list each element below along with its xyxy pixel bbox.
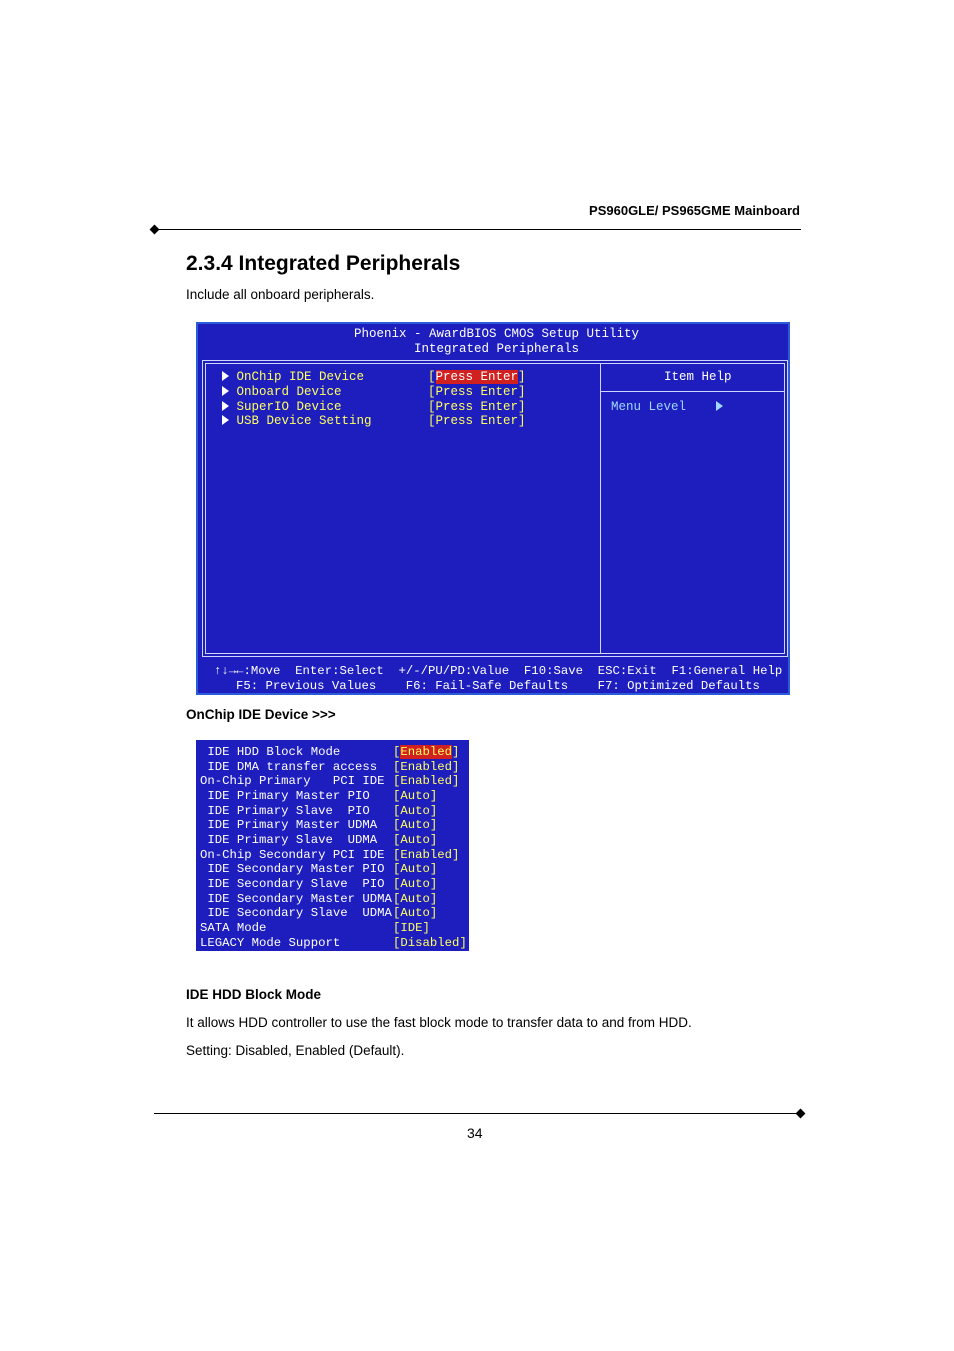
footer-rule xyxy=(154,1113,799,1114)
bios-footer-line2: F5: Previous Values F6: Fail-Safe Defaults F7: Optimized Defaults xyxy=(236,679,760,693)
bios-sub-label[interactable]: IDE HDD Block Mode xyxy=(200,745,341,759)
bios-sub-label[interactable]: SATA Mode xyxy=(200,921,267,935)
hdd-block-description: It allows HDD controller to use the fast block mode to transfer data to and from HDD. xyxy=(186,1015,692,1030)
bios-footer-line1: ↑↓→←:Move Enter:Select +/-/PU/PD:Value F10:Save ESC:Exit F1:General Help xyxy=(214,664,783,678)
menu-level-arrow-icon xyxy=(716,401,723,411)
section-title: 2.3.4 Integrated Peripherals xyxy=(186,252,461,275)
bios-sub-label[interactable]: On-Chip Secondary PCI IDE xyxy=(200,848,385,862)
bios-sub-value[interactable]: [Enabled] xyxy=(393,745,460,759)
submenu-arrow-icon xyxy=(222,371,229,381)
bios-value-superio-device[interactable]: [Press Enter] xyxy=(428,400,526,414)
bios-sub-value[interactable]: [Auto] xyxy=(393,906,438,920)
bios-sub-label[interactable]: IDE Primary Master UDMA xyxy=(200,818,378,832)
bios-sub-value[interactable]: [Auto] xyxy=(393,892,438,906)
bios-item-superio-device[interactable]: SuperIO Device xyxy=(222,400,342,414)
hdd-block-setting: Setting: Disabled, Enabled (Default). xyxy=(186,1043,405,1058)
bios-value-onchip-ide[interactable]: [Press Enter] xyxy=(428,370,526,384)
bios-title-line2: Integrated Peripherals xyxy=(414,342,580,356)
section-intro: Include all onboard peripherals. xyxy=(186,287,375,302)
submenu-arrow-icon xyxy=(222,386,229,396)
bios-sub-value[interactable]: [Enabled] xyxy=(393,760,460,774)
header-rule xyxy=(156,229,801,230)
bios-sub-value[interactable]: [IDE] xyxy=(393,921,430,935)
bios-sub-label[interactable]: IDE Secondary Slave PIO xyxy=(200,877,385,891)
bios-sub-label[interactable]: IDE Secondary Master UDMA xyxy=(200,892,392,906)
page-number: 34 xyxy=(467,1125,483,1141)
bios-sub-value[interactable]: [Auto] xyxy=(393,804,438,818)
bios-sub-value[interactable]: [Auto] xyxy=(393,818,438,832)
bios-onchip-ide-screen xyxy=(196,740,469,951)
bios-sub-value[interactable]: [Auto] xyxy=(393,789,438,803)
manual-header-title: PS960GLE/ PS965GME Mainboard xyxy=(589,203,800,218)
bios-title-line1: Phoenix - AwardBIOS CMOS Setup Utility xyxy=(354,327,640,341)
bios-sub-label[interactable]: IDE Primary Master PIO xyxy=(200,789,370,803)
bios-sub-value[interactable]: [Enabled] xyxy=(393,848,460,862)
bios-sub-label[interactable]: LEGACY Mode Support xyxy=(200,936,341,950)
bios-item-usb-device[interactable]: USB Device Setting xyxy=(222,414,372,428)
bios-sub-label[interactable]: IDE Secondary Slave UDMA xyxy=(200,906,392,920)
bios-sub-value[interactable]: [Enabled] xyxy=(393,774,460,788)
submenu-arrow-icon xyxy=(222,415,229,425)
bios-value-usb-device[interactable]: [Press Enter] xyxy=(428,414,526,428)
bios-sub-label[interactable]: IDE Primary Slave UDMA xyxy=(200,833,378,847)
bios-sub-value[interactable]: [Auto] xyxy=(393,833,438,847)
bios-sub-value[interactable]: [Disabled] xyxy=(393,936,467,950)
onchip-ide-heading: OnChip IDE Device >>> xyxy=(186,707,336,722)
bios-help-title-divider xyxy=(600,391,785,392)
bios-sub-label[interactable]: On-Chip Primary PCI IDE xyxy=(200,774,385,788)
bios-help-title: Item Help xyxy=(664,370,732,384)
bios-sub-label[interactable]: IDE Secondary Master PIO xyxy=(200,862,385,876)
bios-value-onboard-device[interactable]: [Press Enter] xyxy=(428,385,526,399)
footer-diamond-icon xyxy=(796,1109,806,1119)
bios-sub-label[interactable]: IDE Primary Slave PIO xyxy=(200,804,370,818)
bios-sub-value[interactable]: [Auto] xyxy=(393,877,438,891)
hdd-block-heading: IDE HDD Block Mode xyxy=(186,987,322,1002)
bios-sub-label[interactable]: IDE DMA transfer access xyxy=(200,760,378,774)
bios-item-onboard-device[interactable]: Onboard Device xyxy=(222,385,342,399)
bios-help-divider xyxy=(600,363,601,654)
bios-item-onchip-ide[interactable]: OnChip IDE Device xyxy=(222,370,364,384)
bios-sub-value[interactable]: [Auto] xyxy=(393,862,438,876)
submenu-arrow-icon xyxy=(222,401,229,411)
bios-main-screen xyxy=(196,322,790,695)
bios-menu-level: Menu Level xyxy=(611,400,723,414)
